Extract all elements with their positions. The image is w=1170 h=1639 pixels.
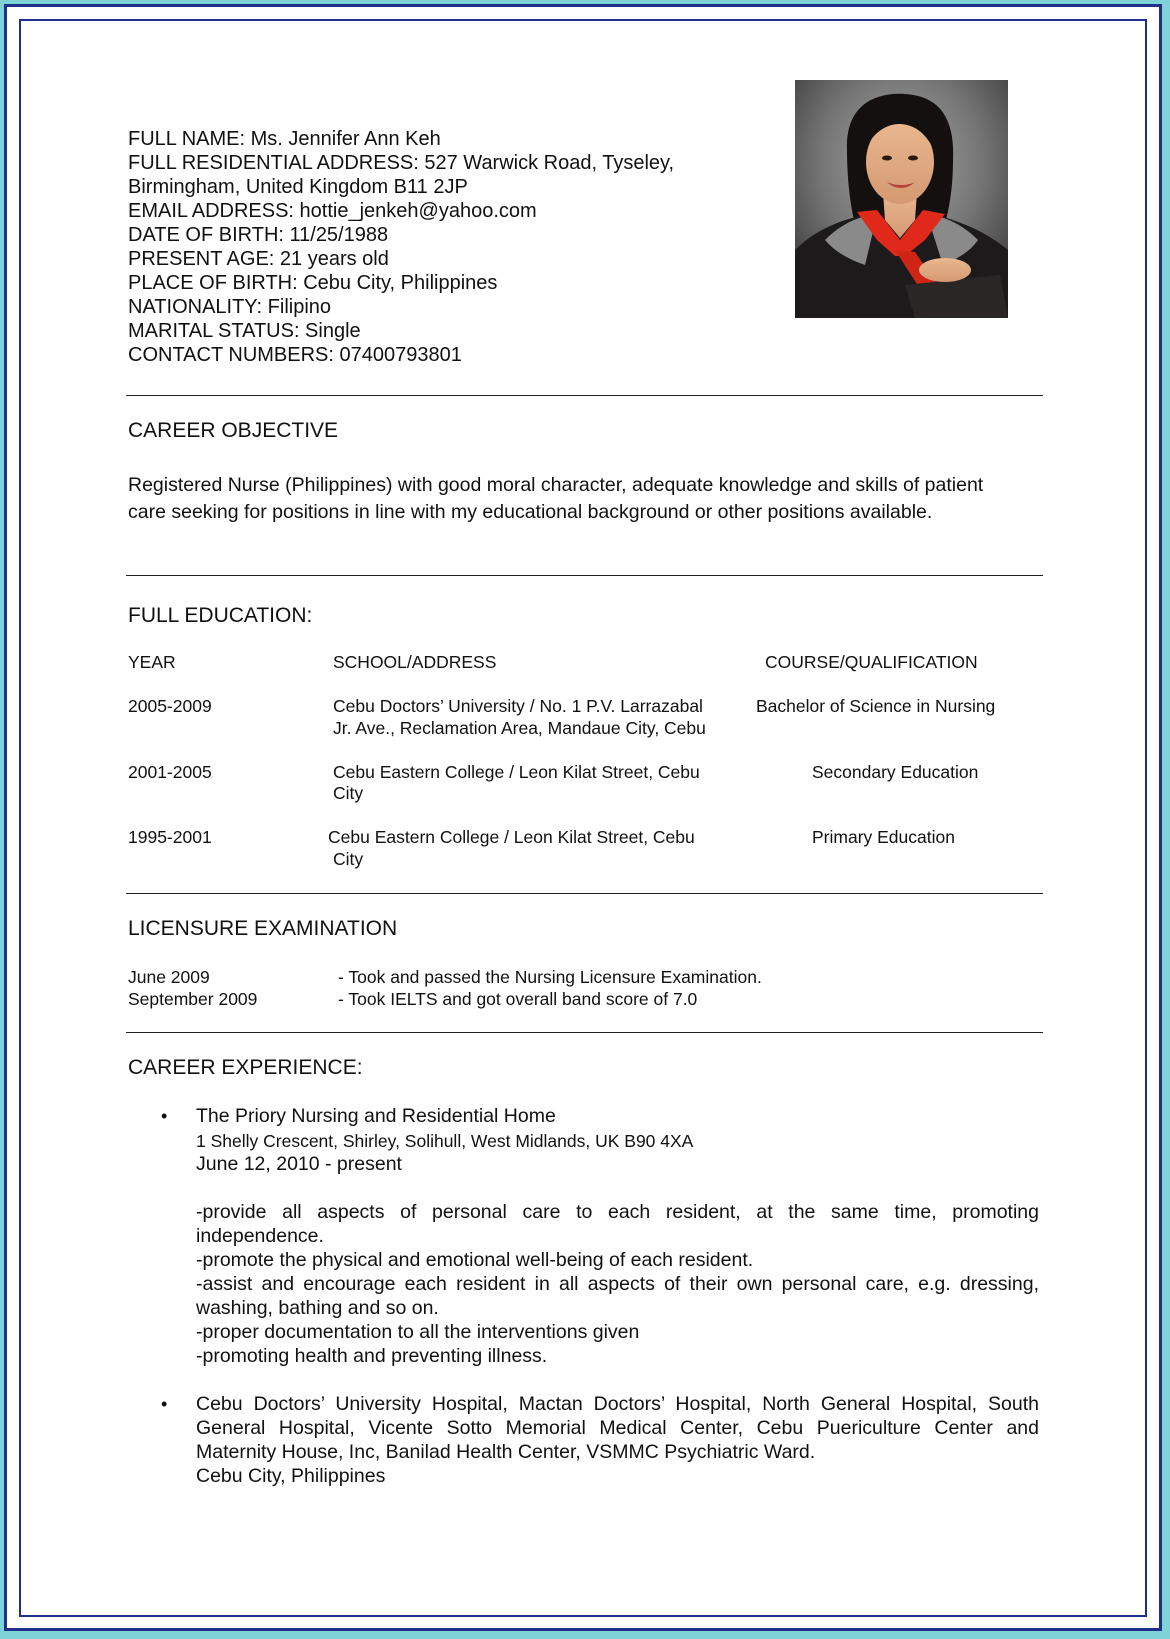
bullet-icon: • xyxy=(161,1106,168,1126)
email-address: EMAIL ADDRESS: hottie_jenkeh@yahoo.com xyxy=(128,200,537,222)
full-name: FULL NAME: Ms. Jennifer Ann Keh xyxy=(128,128,441,150)
col-header-course: COURSE/QUALIFICATION xyxy=(765,652,978,672)
licensure-date: September 2009 xyxy=(128,989,258,1009)
edu-school-line2: Jr. Ave., Reclamation Area, Mandaue City, Cebu xyxy=(333,718,706,738)
edu-school-line1: Cebu Doctors’ University / No. 1 P.V. Larrazabal xyxy=(333,696,703,716)
divider xyxy=(126,893,1043,894)
career-objective-title: CAREER OBJECTIVE xyxy=(128,419,339,442)
contact-numbers: CONTACT NUMBERS: 07400793801 xyxy=(128,344,462,366)
edu-year: 2005-2009 xyxy=(128,696,212,716)
marital-status: MARITAL STATUS: Single xyxy=(128,320,361,342)
edu-year: 2001-2005 xyxy=(128,762,212,782)
licensure-date: June 2009 xyxy=(128,967,210,987)
profile-photo xyxy=(795,80,1008,318)
career-objective-text: Registered Nurse (Philippines) with good moral character, adequate knowledge and skills of patient care seeking for positions in line with my educational background or other positions available. xyxy=(128,474,984,523)
edu-school-line2: City xyxy=(333,783,364,803)
job1-duty: -assist and encourage each resident in all aspects of their own personal care, e.g. dressing, washing, bathing and so on. xyxy=(196,1273,1039,1319)
job1-duty: -provide all aspects of personal care to each resident, at the same time, promoting independence. xyxy=(196,1201,1039,1247)
job1-address: 1 Shelly Crescent, Shirley, Solihull, West Midlands, UK B90 4XA xyxy=(196,1131,694,1151)
licensure-title: LICENSURE EXAMINATION xyxy=(128,917,398,940)
divider xyxy=(126,575,1043,576)
graduate-portrait-image xyxy=(795,80,1008,318)
job1-duty: -promote the physical and emotional well-being of each resident. xyxy=(196,1249,754,1271)
bullet-icon: • xyxy=(161,1394,168,1414)
job2-location: Cebu City, Philippines xyxy=(196,1465,386,1487)
job2-employers: Cebu Doctors’ University Hospital, Mactan Doctors’ Hospital, North General Hospital, South General Hospital, Vicente Sotto Memorial Medical Center, Cebu Puericulture Center and Maternity House, Inc, Banilad Health Center, VSMMC Psychiatric Ward. xyxy=(196,1393,1039,1463)
edu-school-line1: Cebu Eastern College / Leon Kilat Street, Cebu xyxy=(328,827,695,847)
edu-year: 1995-2001 xyxy=(128,827,212,847)
edu-course: Secondary Education xyxy=(812,762,979,782)
place-of-birth: PLACE OF BIRTH: Cebu City, Philippines xyxy=(128,272,498,294)
col-header-school: SCHOOL/ADDRESS xyxy=(333,652,497,672)
edu-school-line2: City xyxy=(333,849,364,869)
present-age: PRESENT AGE: 21 years old xyxy=(128,248,389,270)
edu-course: Bachelor of Science in Nursing xyxy=(756,696,996,716)
job1-dates: June 12, 2010 - present xyxy=(196,1153,402,1175)
edu-school-line1: Cebu Eastern College / Leon Kilat Street, Cebu xyxy=(333,762,700,782)
job1-employer: The Priory Nursing and Residential Home xyxy=(196,1105,556,1127)
col-header-year: YEAR xyxy=(128,652,176,672)
divider xyxy=(126,1032,1043,1033)
nationality: NATIONALITY: Filipino xyxy=(128,296,332,318)
date-of-birth: DATE OF BIRTH: 11/25/1988 xyxy=(128,224,389,246)
education-title: FULL EDUCATION: xyxy=(128,604,313,627)
experience-title: CAREER EXPERIENCE: xyxy=(128,1056,363,1079)
job1-duty: -promoting health and preventing illness. xyxy=(196,1345,548,1367)
divider xyxy=(126,395,1043,396)
licensure-desc: - Took and passed the Nursing Licensure Examination. xyxy=(338,967,762,987)
address-line-2: Birmingham, United Kingdom B11 2JP xyxy=(128,176,468,198)
licensure-desc: - Took IELTS and got overall band score of 7.0 xyxy=(338,989,698,1009)
job1-duty: -proper documentation to all the interventions given xyxy=(196,1321,640,1343)
edu-course: Primary Education xyxy=(812,827,955,847)
address-line-1: FULL RESIDENTIAL ADDRESS: 527 Warwick Road, Tyseley, xyxy=(128,152,675,174)
